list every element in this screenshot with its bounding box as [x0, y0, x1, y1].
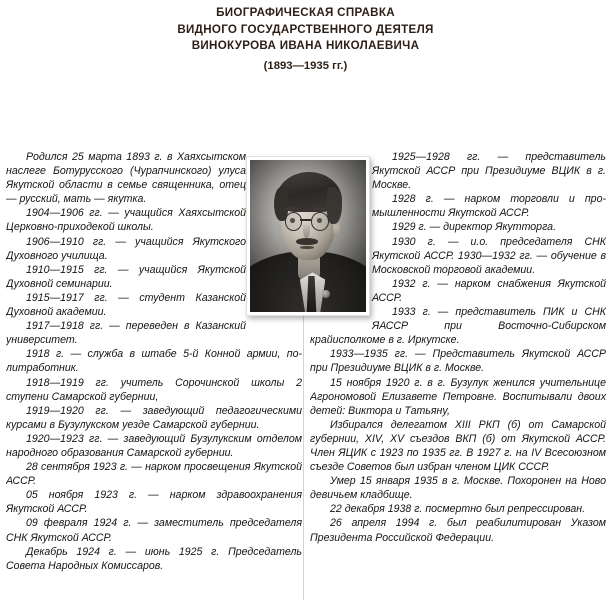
paragraph: 1919—1920 гг. — заведующий педагогическими курсами в Бузулукском уезде Самарской губернии. — [6, 404, 302, 431]
paragraph: Декабрь 1924 г. — июнь 1925 г. Председатель Совета Народных Комиссаров. — [6, 545, 302, 572]
paragraph: 1920—1923 гг. — заведующий Бузулукским отделом народного образования Самарской губернии. — [6, 432, 302, 459]
paragraph: 09 февраля 1924 г. — заместитель председателя СНК Якутской АССР. — [6, 517, 302, 544]
paragraph: 1915—1917 гг. — студент Казанской Духовной академии. — [6, 291, 246, 319]
page-title-line-1: БИОГРАФИЧЕСКАЯ СПРАВКА — [216, 6, 395, 19]
document-title-block — [0, 0, 611, 75]
portrait-photo-image — [250, 160, 366, 312]
paragraph: 1933 г. — представитель ПИК и СНК ЯАССР при Восточно-Сибирском крайисполкоме в г. Иркутске. — [310, 306, 606, 347]
paragraph: 1928 г. — нарком торговли и промышленности Якутской АССР. — [372, 193, 606, 220]
paragraph: 1906—1910 гг. — учащийся Якутского Духовного училища. — [6, 235, 246, 262]
paragraph: 15 ноября 1920 г. в г. Бузулук женился учительнице Агрономовой Елизавете Петровне. Воспитывали двоих детей: Виктора и Татьяну, — [310, 376, 606, 417]
paragraph: Избирался делегатом XIII РКП (б) от Самарской губернии, XIV, XV съездов ВКП (б) от Якутской АССР. Член ЯЦИК с 1923 по 1935 гг. В 1927 г. на IV Всесоюзном съезде Советов был избран членом ЦИК СССР. — [310, 418, 606, 474]
paragraph: 1929 г. — директор Якутторга. — [392, 221, 557, 234]
paragraph: 1933—1935 гг. — Представитель Якутской АССР при Президиуме ВЦИК в г. Москве. — [310, 348, 606, 375]
paragraph: 1925—1928 гг. — представитель Якутской АССР при Президиуме ВЦИК в г. Москве. — [372, 151, 606, 192]
paragraph: 22 декабря 1938 г. посмертно был репрессирован. — [330, 503, 586, 516]
paragraph: 1930 г. — и.о. председателя СНК Якутской АССР. 1930—1932 гг. — обучение в Московской торговой академии. — [372, 235, 606, 276]
paragraph: 28 сентября 1923 г. — нарком просвещения Якутской АССР. — [6, 461, 302, 488]
paragraph: 26 апреля 1994 г. был реабилитирован Указом Президента Российской Федерации. — [310, 517, 606, 544]
page-title-line-2: ВИДНОГО ГОСУДАРСТВЕННОГО ДЕЯТЕЛЯ — [177, 22, 434, 36]
paragraph: Родился 25 марта 1893 г. в Хаяхсытском наслеге Ботурусского (Чурапчинского) улуса Якутской области в семье священника, отец — русский, мать — якутка. — [6, 151, 246, 206]
paragraph: 1918 г. — служба в штабе 5-й Конной армии, политработник. — [6, 348, 302, 375]
paragraph: Умер 15 января 1935 в г. Москве. Похоронен на Ново девичьем кладбище. — [310, 475, 606, 502]
paragraph: 1904—1906 гг. — учащийся Хаяхсытской Церковно-приходекой школы. — [6, 207, 246, 234]
paragraph: 1932 г. — нарком снабжения Якутской АССР. — [372, 277, 606, 304]
page-title-line-3: ВИНОКУРОВА ИВАНА НИКОЛАЕВИЧА — [191, 39, 420, 52]
paragraph: 1918—1919 гг. учитель Сорочинской школы 2 ступени Самарской губернии, — [6, 376, 302, 403]
paragraph: 1917—1918 гг. — переведен в Казанский университет. — [6, 320, 246, 347]
page-title-dates: (1893—1935 гг.) — [263, 59, 348, 72]
paragraph: 05 ноября 1923 г. — нарком здравоохранения Якутской АССР. — [6, 489, 302, 516]
paragraph: 1910—1915 гг. — учащийся Якутской Духовной семинарии. — [6, 263, 246, 290]
portrait-photo — [246, 156, 370, 316]
